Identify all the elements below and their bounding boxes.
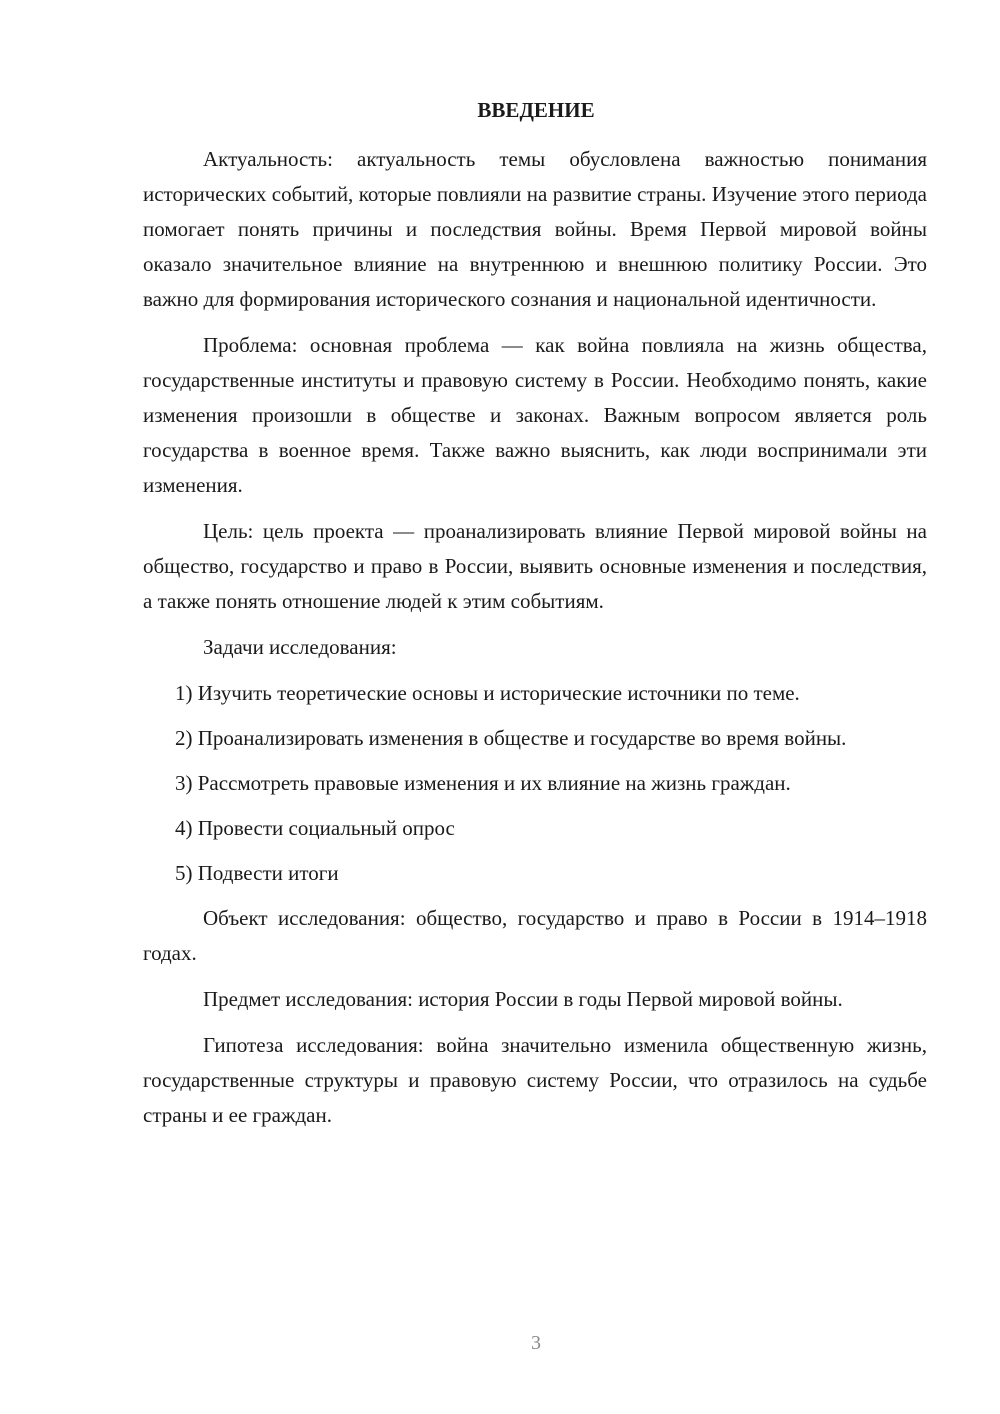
page-number: 3 (531, 1332, 541, 1354)
task-item-3: 3) Рассмотреть правовые изменения и их влияние на жизнь граждан. (175, 771, 791, 795)
subject-paragraph: Предмет исследования: история России в годы Первой мировой войны. (203, 987, 843, 1011)
task-item-5: 5) Подвести итоги (175, 861, 339, 885)
hypothesis-paragraph: Гипотеза исследования: война значительно изменила общественную жизнь, государственные структуры и правовую систему России, что отразилось на судьбе страны и ее граждан. (143, 1033, 927, 1127)
tasks-heading: Задачи исследования: (203, 635, 397, 659)
document-page (143, 96, 927, 1133)
task-item-2: 2) Проанализировать изменения в обществе и государстве во время войны. (175, 726, 847, 750)
relevance-paragraph: Актуальность: актуальность темы обусловлена важностью понимания исторических событий, которые повлияли на развитие страны. Изучение этого периода помогает понять причины и последствия войны. Время Первой мировой войны оказало значительное влияние на внутреннюю и внешнюю политику России. Это важно для формирования исторического сознания и национальной идентичности. (143, 147, 927, 311)
problem-paragraph: Проблема: основная проблема — как война повлияла на жизнь общества, государственные институты и правовую систему в России. Необходимо понять, какие изменения произошли в обществе и законах. Важным вопросом является роль государства в военное время. Также важно выяснить, как люди воспринимали эти изменения. (143, 333, 927, 497)
task-item-4: 4) Провести социальный опрос (175, 816, 455, 840)
goal-paragraph: Цель: цель проекта — проанализировать влияние Первой мировой войны на общество, государство и право в России, выявить основные изменения и последствия, а также понять отношение людей к этим событиям. (143, 519, 927, 613)
object-paragraph: Объект исследования: общество, государство и право в России в 1914–1918 годах. (143, 906, 927, 965)
task-item-1: 1) Изучить теоретические основы и исторические источники по теме. (175, 681, 800, 705)
page-title: ВВЕДЕНИЕ (477, 98, 595, 122)
